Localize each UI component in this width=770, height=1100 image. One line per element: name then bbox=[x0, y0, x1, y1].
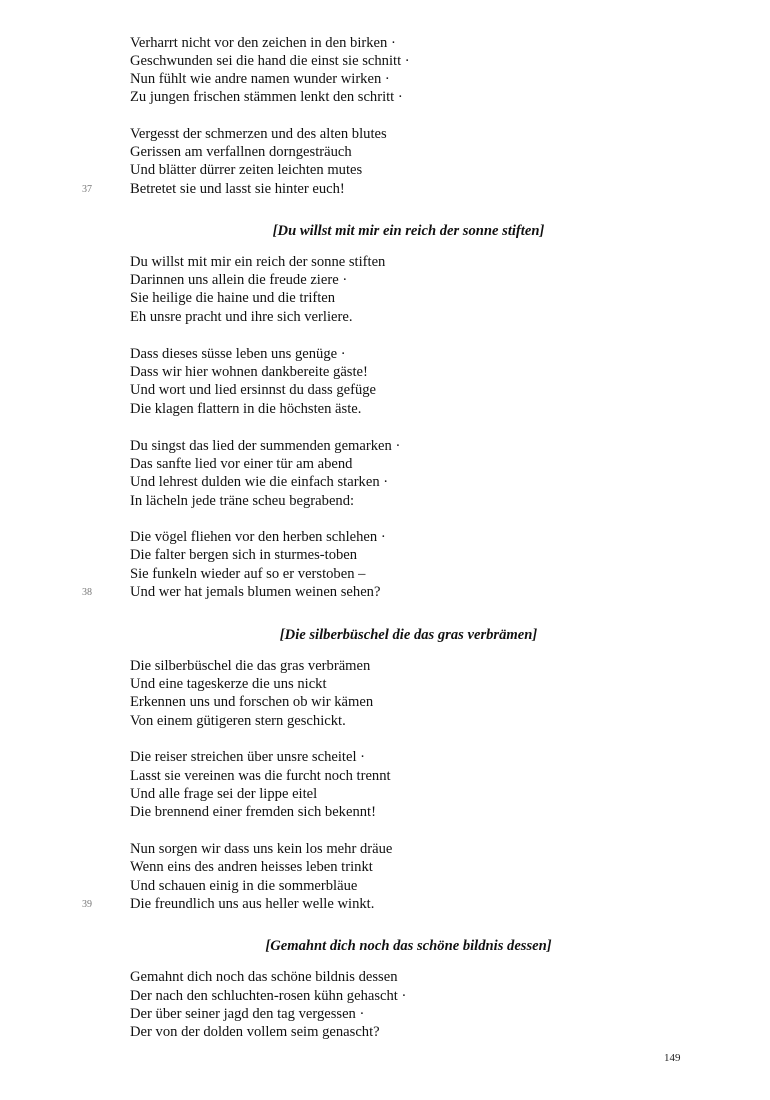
verse-line: In lächeln jede träne scheu begrabend: bbox=[130, 493, 355, 509]
margin-number: 37 bbox=[82, 184, 92, 195]
verse-line: Verharrt nicht vor den zeichen in den birken · bbox=[130, 35, 396, 51]
verse-line: Erkennen uns und forschen ob wir kämen bbox=[130, 694, 374, 710]
verse-line: Von einem gütigeren stern geschickt. bbox=[130, 713, 346, 729]
page-number: 149 bbox=[664, 1052, 681, 1064]
verse-line: Der von der dolden vollem seim genascht? bbox=[130, 1024, 380, 1040]
verse-line: Darinnen uns allein die freude ziere · bbox=[130, 272, 348, 288]
verse-line: Und wer hat jemals blumen weinen sehen? bbox=[130, 584, 381, 600]
verse-line: Der über seiner jagd den tag vergessen · bbox=[130, 1006, 365, 1022]
verse-line: Du willst mit mir ein reich der sonne stiften bbox=[130, 254, 386, 270]
verse-line: Sie heilige die haine und die triften bbox=[130, 290, 336, 306]
verse-line: Gerissen am verfallnen dorngesträuch bbox=[130, 144, 352, 160]
verse-line: Du singst das lied der summenden gemarken · bbox=[130, 438, 401, 454]
verse-line: Gemahnt dich noch das schöne bildnis dessen bbox=[130, 969, 398, 985]
verse-line: Vergesst der schmerzen und des alten blutes bbox=[130, 126, 387, 142]
verse-line: Der nach den schluchten-rosen kühn gehascht · bbox=[130, 988, 407, 1004]
verse-line: Geschwunden sei die hand die einst sie schnitt · bbox=[130, 53, 410, 69]
verse-line: Und eine tageskerze die uns nickt bbox=[130, 676, 327, 692]
verse-line: Dass wir hier wohnen dankbereite gäste! bbox=[130, 364, 368, 380]
verse-line: Nun sorgen wir dass uns kein los mehr dräue bbox=[130, 841, 393, 857]
verse-line: Die falter bergen sich in sturmes-toben bbox=[130, 547, 358, 563]
verse-line: Dass dieses süsse leben uns genüge · bbox=[130, 346, 346, 362]
poem-title: [Gemahnt dich noch das schöne bildnis dessen] bbox=[265, 938, 552, 954]
verse-line: Und alle frage sei der lippe eitel bbox=[130, 786, 318, 802]
verse-line: Lasst sie vereinen was die furcht noch trennt bbox=[130, 768, 391, 784]
verse-line: Zu jungen frischen stämmen lenkt den schritt · bbox=[130, 89, 403, 105]
poem-title: [Du willst mit mir ein reich der sonne stiften] bbox=[272, 223, 545, 239]
verse-line: Die silberbüschel die das gras verbrämen bbox=[130, 658, 371, 674]
verse-line: Und schauen einig in die sommerbläue bbox=[130, 878, 358, 894]
verse-line: Die klagen flattern in die höchsten äste. bbox=[130, 401, 362, 417]
verse-line: Und lehrest dulden wie die einfach starken · bbox=[130, 474, 389, 490]
verse-line: Die brennend einer fremden sich bekennt! bbox=[130, 804, 376, 820]
poem-title: [Die silberbüschel die das gras verbrämen] bbox=[279, 627, 538, 643]
verse-line: Und blätter dürrer zeiten leichten mutes bbox=[130, 162, 363, 178]
verse-line: Eh unsre pracht und ihre sich verliere. bbox=[130, 309, 353, 325]
verse-line: Die reiser streichen über unsre scheitel · bbox=[130, 749, 366, 765]
verse-line: Und wort und lied ersinnst du dass gefüge bbox=[130, 382, 377, 398]
verse-line: Das sanfte lied vor einer tür am abend bbox=[130, 456, 353, 472]
verse-line: Nun fühlt wie andre namen wunder wirken · bbox=[130, 71, 390, 87]
verse-line: Wenn eins des andren heisses leben trinkt bbox=[130, 859, 373, 875]
verse-line: Die freundlich uns aus heller welle winkt. bbox=[130, 896, 375, 912]
margin-number: 38 bbox=[82, 587, 92, 598]
verse-line: Die vögel fliehen vor den herben schlehen · bbox=[130, 529, 386, 545]
verse-line: Sie funkeln wieder auf so er verstoben – bbox=[130, 566, 366, 582]
margin-number: 39 bbox=[82, 899, 92, 910]
verse-line: Betretet sie und lasst sie hinter euch! bbox=[130, 181, 345, 197]
